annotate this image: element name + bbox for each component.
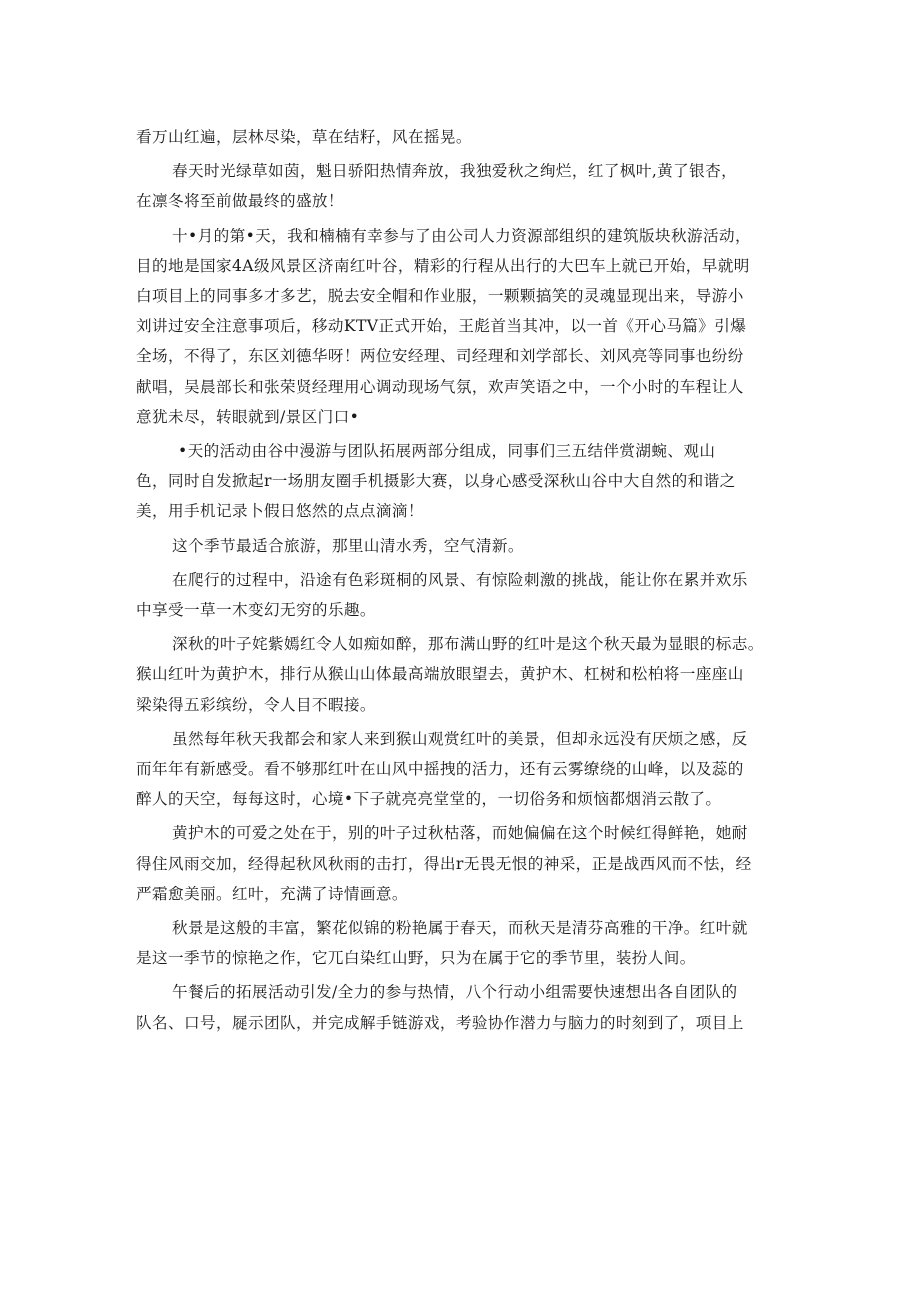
- text-line: 意犹未尽，转眼就到/景区门口•: [136, 407, 360, 426]
- paragraph-5: [136, 531, 784, 561]
- paragraph-6: [136, 565, 784, 625]
- document-body: [136, 122, 784, 1042]
- text-line: 这个季节最适合旅游，那里山清水秀，空气清新。: [172, 536, 524, 555]
- text-line: 色，同时自发掀起r一场朋友圈手机摄影大赛，以身心感受深秋山谷中大自然的和谐之: [136, 472, 736, 491]
- text-line: 献唱，吴晨部长和张荣贤经理用心调动现场气氛，欢声笑语之中，一个小时的车程让人: [136, 377, 744, 396]
- text-line: 中享受一草一木变幻无穷的乐趣。: [136, 601, 376, 620]
- text-line: 看万山红遍，层林尽染，草在结籽，风在摇晃。: [136, 128, 472, 146]
- text-line: 队名、口号，屣示团队，并完成解手链游戏，考验协作潜力与脑力的时刻到了，项目上: [136, 1013, 744, 1032]
- text-line: 严霜愈美丽。红叶，充满了诗情画意。: [136, 884, 408, 903]
- text-line: 在爬行的过程中，沿途有色彩斑桐的风景、有惊险刺激的挑战，能让你在累并欢乐: [172, 570, 748, 589]
- text-line: 得住风雨交加，经得起秋风秋雨的击打，得出r无畏无恨的神采，正是战西风而不怯，经: [136, 854, 752, 873]
- text-line: 黄护木的可爱之处在于，别的叶子过秋枯落，而她偏偏在这个时候红得鲜艳，她耐: [172, 824, 748, 843]
- text-line: 十•月的第•天，我和楠楠有幸参与了由公司人力资源部组织的建筑版块秋游活动，: [172, 226, 751, 245]
- text-line: 梁染得五彩缤纷，令人目不暇接。: [136, 695, 376, 714]
- text-line: 而年年有新感受。看不够那红叶在山风中摇拽的活力，还有云雾缭绕的山峰，以及蕊的: [136, 760, 744, 779]
- text-line: 午餐后的拓展活动引发/全力的参与热情，八个行动小组需要快速想出各自团队的: [172, 983, 738, 1002]
- paragraph-4: [136, 436, 784, 527]
- paragraph-7: [136, 629, 784, 720]
- paragraph-10: [136, 913, 784, 973]
- text-line: 是这一季节的惊艳之作，它兀白染红山野，只为在属于它的季节里，装扮人间。: [136, 949, 696, 968]
- paragraph-11: [136, 977, 784, 1037]
- paragraph-3: [136, 221, 784, 432]
- text-line: 全场，不得了，东区刘德华呀！两位安经理、司经理和刘学部长、刘风亮等同事也纷纷: [136, 347, 744, 366]
- text-line: 在凛冬将至前做最终的盛放！: [136, 192, 344, 211]
- paragraph-8: [136, 724, 784, 815]
- paragraph-2: [136, 156, 784, 216]
- text-line: 刘讲过安全注意事项后，移动KTV正式开始，王彪首当其冲，以一首《开心马篇》引爆: [136, 317, 747, 336]
- paragraph-1: [136, 122, 784, 152]
- text-line: 醉人的天空，每每这时，心境•下子就亮亮堂堂的，一切俗务和烦恼都烟消云散了。: [136, 790, 722, 809]
- text-line: 虽然每年秋天我都会和家人来到猴山观赏红叶的美景，但却永远没有厌烦之感，反: [172, 729, 748, 748]
- text-line: 秋景是这般的丰富，繁花似锦的粉艳属于春天，而秋天是清芬高雅的干净。红叶就: [172, 919, 748, 938]
- text-line: 猴山红叶为黄护木，排行从猴山山体最高端放眼望去，黄护木、杠树和松柏将一座座山: [136, 665, 744, 684]
- text-line: 春天时光绿草如茵，魁日骄阳热情奔放，我独爱秋之绚烂，红了枫叶,黄了银杏，: [172, 162, 738, 181]
- text-line: 目的地是国家4A级风景区济南红叶谷，精彩的行程从出行的大巴车上就已开始，早就明: [136, 256, 750, 275]
- text-line: •天的活动由谷中漫游与团队拓展两部分组成，同事们三五结伴赏湖蜿、观山: [178, 442, 716, 461]
- text-line: 美，用手机记录卜假日悠然的点点滴滴！: [136, 502, 424, 521]
- paragraph-9: [136, 818, 784, 909]
- text-line: 白项目上的同事多才多艺，脱去安全帽和作业服，一颗颗搞笑的灵魂显现出来，导游小: [136, 287, 744, 306]
- text-line: 深秋的叶子姹紫嫣红令人如痴如醉，那布满山野的红叶是这个秋天最为显眼的标志。: [172, 635, 764, 654]
